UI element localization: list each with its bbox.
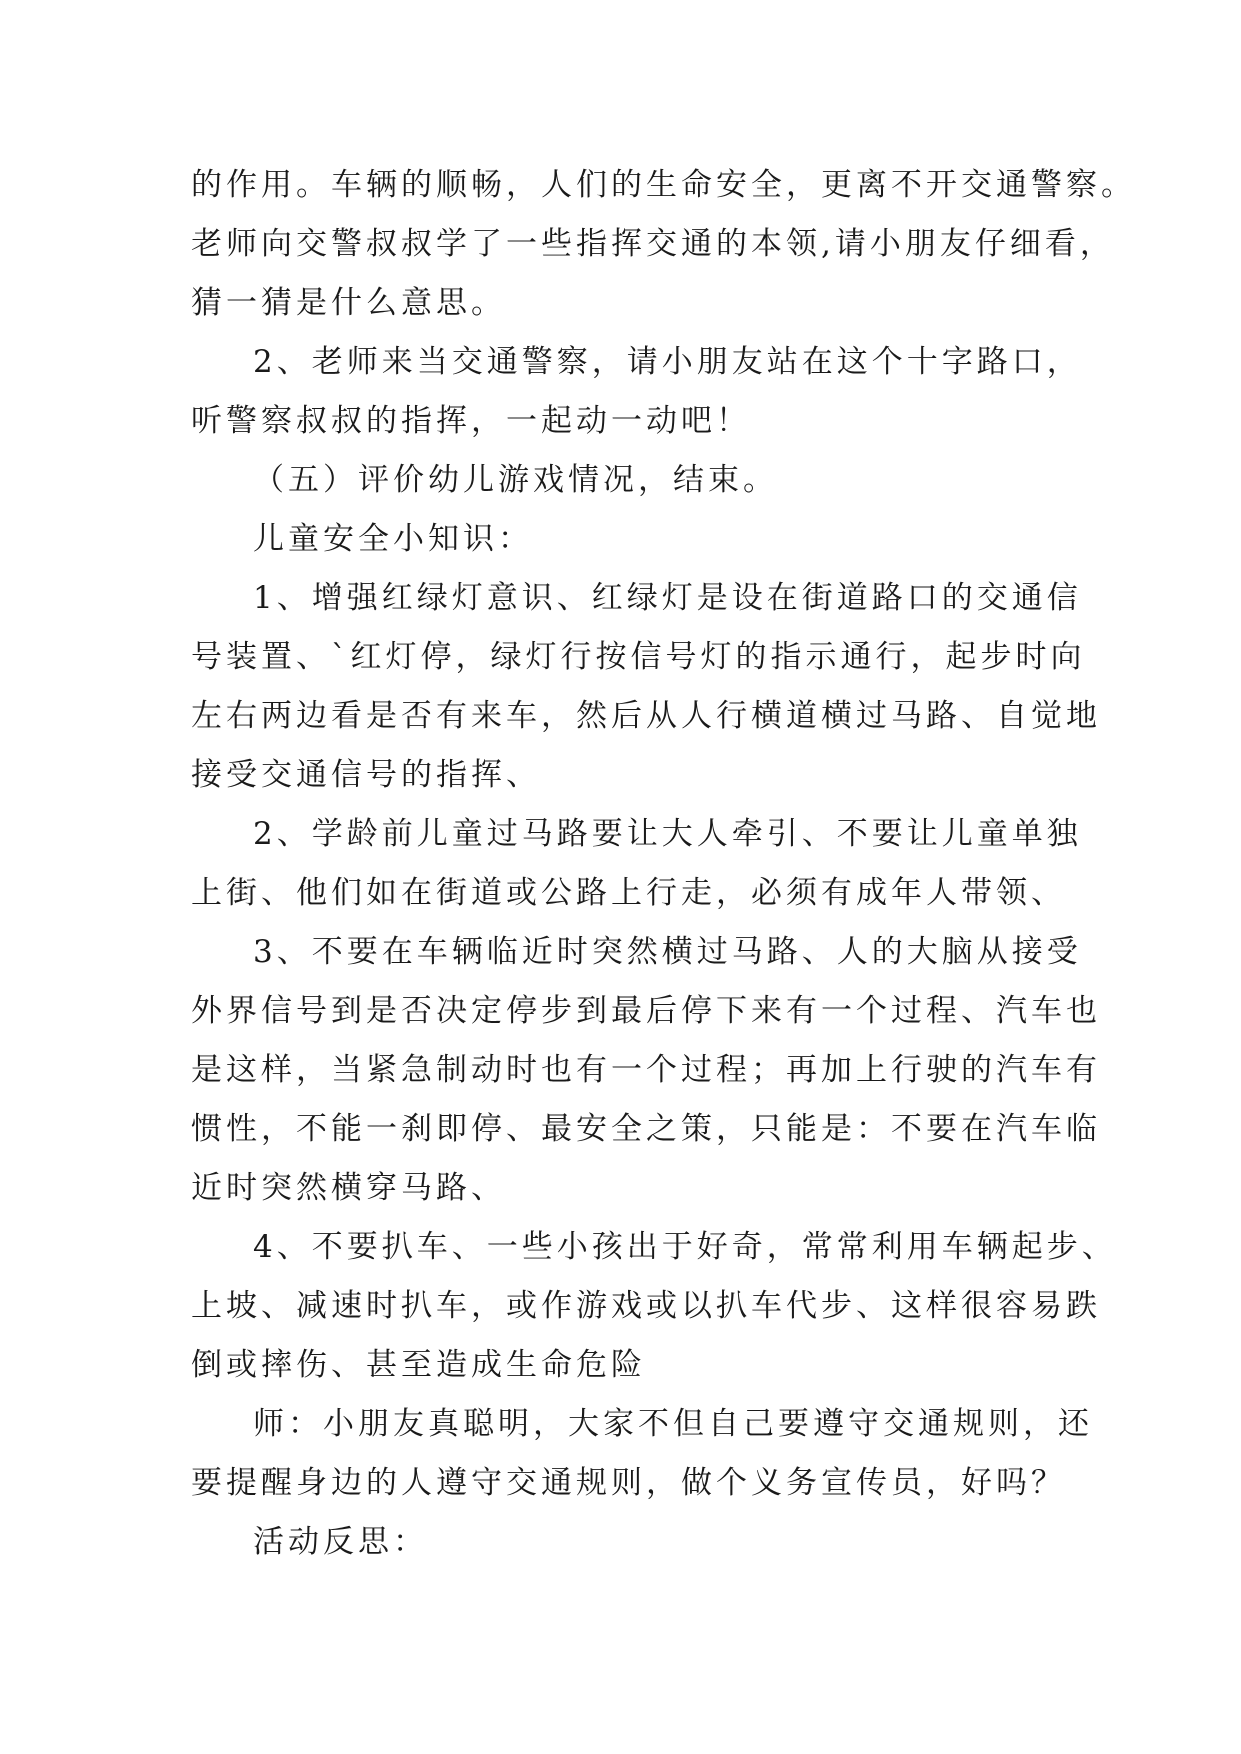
text-line: 左右两边看是否有来车，然后从人行横道横过马路、自觉地: [191, 698, 1101, 734]
text-line: 倒或摔伤、甚至造成生命危险: [191, 1347, 646, 1383]
text-line: 2、学龄前儿童过马路要让大人牵引、不要让儿童单独: [253, 816, 1082, 852]
text-line: 近时突然横穿马路、: [191, 1170, 506, 1206]
text-line: 外界信号到是否决定停步到最后停下来有一个过程、汽车也: [191, 993, 1101, 1029]
text-line: 的作用。车辆的顺畅，人们的生命安全，更离不开交通警察。: [191, 167, 1136, 203]
text-line: 接受交通信号的指挥、: [191, 757, 541, 793]
text-line: 听警察叔叔的指挥，一起动一动吧！: [191, 403, 751, 439]
text-line: 3、不要在车辆临近时突然横过马路、人的大脑从接受: [253, 934, 1082, 970]
text-line: 要提醒身边的人遵守交通规则，做个义务宣传员，好吗？: [191, 1465, 1066, 1501]
text-line: 上坡、减速时扒车，或作游戏或以扒车代步、这样很容易跌: [191, 1288, 1101, 1324]
section-heading: （五）评价幼儿游戏情况，结束。: [253, 462, 778, 498]
text-line: 上街、他们如在街道或公路上行走，必须有成年人带领、: [191, 875, 1066, 911]
text-line: 是这样，当紧急制动时也有一个过程；再加上行驶的汽车有: [191, 1052, 1101, 1088]
text-line: 4、不要扒车、一些小孩出于好奇，常常利用车辆起步、: [253, 1229, 1117, 1265]
document-body: [191, 156, 1136, 1572]
text-line: 号装置、`红灯停，绿灯行按信号灯的指示通行，起步时向: [191, 639, 1086, 675]
text-line: 1、增强红绿灯意识、红绿灯是设在街道路口的交通信: [253, 580, 1082, 616]
text-line: 惯性，不能一刹即停、最安全之策，只能是：不要在汽车临: [191, 1111, 1101, 1147]
section-heading: 儿童安全小知识：: [253, 521, 533, 557]
section-heading: 活动反思：: [253, 1524, 428, 1560]
text-line: 师：小朋友真聪明，大家不但自己要遵守交通规则，还: [253, 1406, 1093, 1442]
text-line: 2、老师来当交通警察，请小朋友站在这个十字路口，: [253, 344, 1082, 380]
text-line: 老师向交警叔叔学了一些指挥交通的本领,请小朋友仔细看，: [191, 226, 1115, 262]
text-line: 猜一猜是什么意思。: [191, 285, 506, 321]
